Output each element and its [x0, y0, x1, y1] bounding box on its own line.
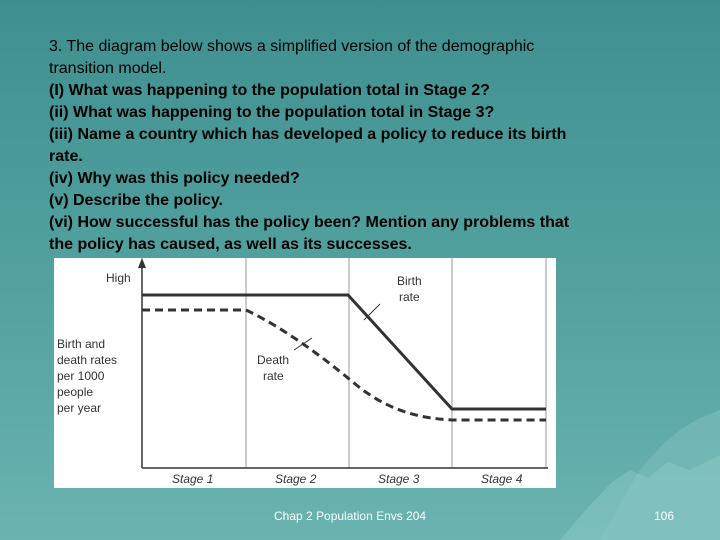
question-line: rate. — [49, 148, 83, 165]
death-rate-line — [142, 310, 546, 420]
y-axis-label: per year — [57, 401, 102, 415]
y-axis-label: Birth and — [57, 337, 106, 351]
question-line: the policy has caused, as well as its successes. — [49, 236, 412, 253]
birth-rate-line — [142, 295, 546, 409]
question-line: (vi) How successful has the policy been? Mention any problems that — [49, 214, 570, 231]
question-line: (v) Describe the policy. — [49, 192, 223, 209]
question-line: (iv) Why was this policy needed? — [49, 170, 300, 187]
y-axis-label: people — [57, 385, 94, 399]
y-axis-label: per 1000 — [57, 369, 105, 383]
slide-number: 106 — [654, 509, 675, 523]
question-line: 3. The diagram below shows a simplified version of the demographic — [49, 38, 535, 55]
diagram-svg — [54, 258, 556, 488]
birth-rate-label: Birth — [397, 274, 422, 288]
demographic-transition-diagram — [54, 258, 556, 488]
stage-label: Stage 4 — [481, 472, 523, 486]
footer-title: Chap 2 Population Envs 204 — [274, 509, 427, 523]
birth-rate-pointer — [364, 304, 380, 320]
birth-rate-label: rate — [399, 290, 420, 304]
stage-label: Stage 1 — [172, 472, 214, 486]
question-line: (I) What was happening to the population total in Stage 2? — [49, 82, 490, 99]
y-axis-arrow — [138, 258, 146, 268]
question-line: transition model. — [49, 60, 167, 77]
question-line: (ii) What was happening to the population total in Stage 3? — [49, 104, 495, 121]
high-label: High — [106, 271, 131, 285]
y-axis-label: death rates — [57, 353, 118, 367]
question-text — [49, 36, 659, 256]
question-line: (iii) Name a country which has developed a policy to reduce its birth — [49, 126, 567, 143]
stage-label: Stage 3 — [378, 472, 420, 486]
death-rate-label: Death — [257, 353, 290, 367]
stage-label: Stage 2 — [275, 472, 317, 486]
death-rate-label: rate — [263, 369, 284, 383]
